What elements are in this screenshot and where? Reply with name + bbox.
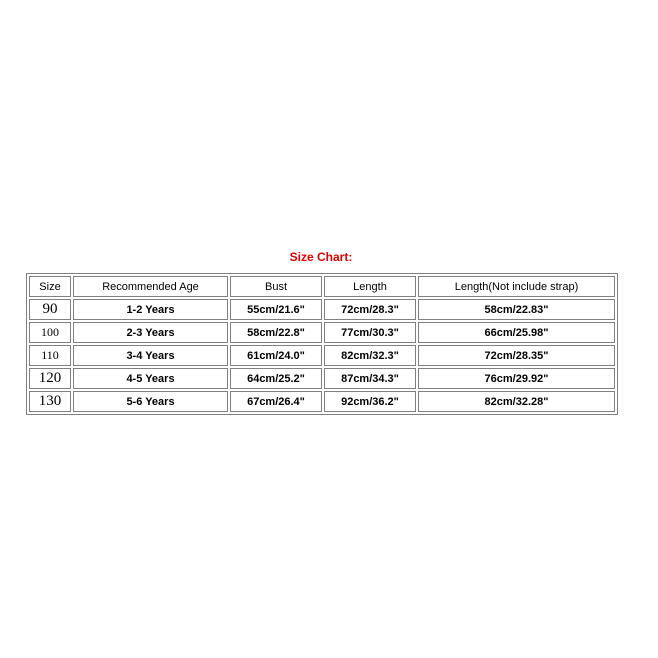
- table-row: [29, 299, 615, 320]
- column-header-size: Size: [29, 276, 71, 297]
- table-row: [29, 322, 615, 343]
- size-chart-table: [26, 273, 618, 415]
- size-cell: 120: [29, 368, 71, 389]
- age-cell: 3-4 Years: [73, 345, 228, 366]
- length-cell: 92cm/36.2": [324, 391, 416, 412]
- bust-cell: 64cm/25.2": [230, 368, 322, 389]
- length-cell: 77cm/30.3": [324, 322, 416, 343]
- age-cell: 1-2 Years: [73, 299, 228, 320]
- column-header-bust: Bust: [230, 276, 322, 297]
- bust-cell: 67cm/26.4": [230, 391, 322, 412]
- length-cell: 82cm/32.3": [324, 345, 416, 366]
- length-no-strap-cell: 82cm/32.28": [418, 391, 615, 412]
- column-header-length: Length: [324, 276, 416, 297]
- size-chart-title: Size Chart:: [289, 250, 353, 264]
- bust-cell: 55cm/21.6": [230, 299, 322, 320]
- column-header-length-no-strap: Length(Not include strap): [418, 276, 615, 297]
- table-row: [29, 345, 615, 366]
- size-cell: 90: [29, 299, 71, 320]
- table-row: [29, 368, 615, 389]
- age-cell: 4-5 Years: [73, 368, 228, 389]
- age-cell: 2-3 Years: [73, 322, 228, 343]
- age-cell: 5-6 Years: [73, 391, 228, 412]
- size-cell: 100: [29, 322, 71, 343]
- length-cell: 72cm/28.3": [324, 299, 416, 320]
- size-cell: 110: [29, 345, 71, 366]
- column-header-recommended-age: Recommended Age: [73, 276, 228, 297]
- table-row: [29, 391, 615, 412]
- bust-cell: 61cm/24.0": [230, 345, 322, 366]
- size-cell: 130: [29, 391, 71, 412]
- length-no-strap-cell: 58cm/22.83": [418, 299, 615, 320]
- length-no-strap-cell: 66cm/25.98": [418, 322, 615, 343]
- length-cell: 87cm/34.3": [324, 368, 416, 389]
- length-no-strap-cell: 76cm/29.92": [418, 368, 615, 389]
- table-header-row: [29, 276, 615, 297]
- bust-cell: 58cm/22.8": [230, 322, 322, 343]
- length-no-strap-cell: 72cm/28.35": [418, 345, 615, 366]
